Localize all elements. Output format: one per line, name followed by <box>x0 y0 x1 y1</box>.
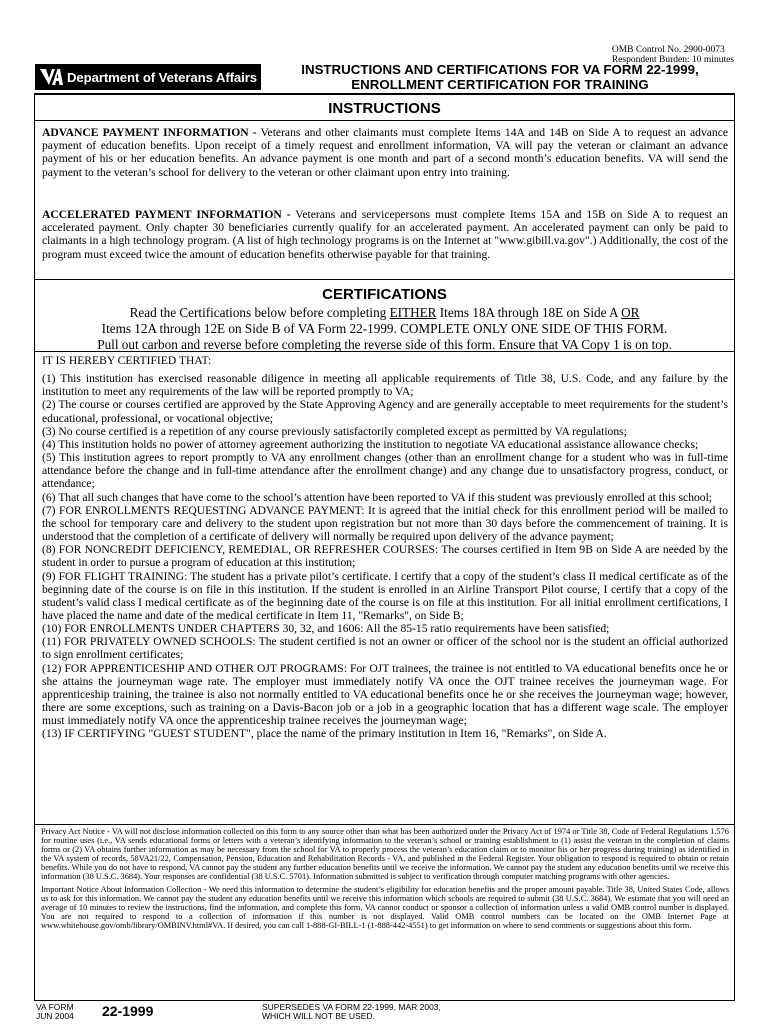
divider <box>35 94 734 95</box>
divider <box>35 279 734 280</box>
form-footer <box>36 1003 734 1023</box>
certification-item: (7) FOR ENROLLMENTS REQUESTING ADVANCE PAYMENT: It is agreed that the initial check for this enrollment period will be mailed to the school for temporary care and delivery to the student upon registration but not more than 30 days before the commencement of training. It is understood that the completion of a certificate of delivery will normally be required upon delivery of the advance payment; <box>42 503 728 544</box>
certification-item: (11) FOR PRIVATELY OWNED SCHOOLS: The student certified is not an owner or officer of the school nor is the student an official authorized to sign enrollment certificates; <box>42 635 728 662</box>
certification-item: (4) This institution holds no power of attorney agreement authorizing the institution to negotiate VA educational assistance allowance checks; <box>42 437 699 451</box>
accelerated-payment-text: Veterans and servicepersons must complete Items 15A and 15B on Side A to request an accelerated payment. Only chapter 30 beneficiaries currently qualify for an accelerated payment. An accelerated payment can only be paid to claimants in a high technology program. (A list of high technology programs is on the Internet at "www.gibill.va.gov".) Additionally, the cost of the program must exceed twice the amount of education benefits otherwise payable for that training. <box>42 208 728 261</box>
advance-payment-text: Veterans and other claimants must complete Items 14A and 14B on Side A to request an advance payment of education benefits. Upon receipt of a timely request and enrollment information, VA will pay the veteran or claimant an advance payment of his or her education benefits. An advance payment is one month and part of a second month’s education benefits. VA will send the payment to the veteran’s school for delivery to the veteran or other claimant upon entry into training. <box>42 126 728 179</box>
certification-item: (9) FOR FLIGHT TRAINING: The student has a private pilot’s certificate. I certify that a copy of the student’s class II medical certificate as of the beginning date of the course is on file in this institution. If the student is enrolled in an Airline Transport Pilot course, I certify that a copy of the student’s valid class I medical certificate as of the beginning date of the course is on file at this institution. For all initial enrollment certifications, I have placed the name and date of the medical certificate in Item 11, "Remarks", on Side B; <box>42 569 728 622</box>
intro-either: EITHER <box>389 305 437 320</box>
certifications-intro-line1 <box>35 305 734 321</box>
certifications-intro <box>35 305 734 353</box>
certification-item: (5) This institution agrees to report promptly to VA any enrollment changes (other than an enrollment change for a student who was in full-time attendance before the change and in full-time attendance after the enrollment change) and any change due to unsatisfactory progress, conduct, or attendance; <box>42 451 728 491</box>
footer-supersedes <box>262 1003 441 1021</box>
form-title-line1: INSTRUCTIONS AND CERTIFICATIONS FOR VA FORM 22-1999, <box>301 62 699 77</box>
form-body <box>34 93 735 1001</box>
intro-text: Read the Certifications below before completing <box>129 305 390 320</box>
supersedes-line2: WHICH WILL NOT BE USED. <box>262 1011 375 1021</box>
divider <box>35 120 734 121</box>
advance-payment-label: ADVANCE PAYMENT INFORMATION - <box>42 126 257 139</box>
certification-item: (12) FOR APPRENTICESHIP AND OTHER OJT PROGRAMS: For OJT trainees, the trainee is not entitled to VA educational benefits once he or she attains the journeyman wage rate. The employer must immediately notify VA once the OJT trainee receives the journeyman wage. For apprenticeship training, the trainee is also not normally entitled to VA educational benefits once he or she receives the journeyman wage; however, there are some exceptions, such as training on a Davis-Bacon job or a job in a geographic location that has a different wage scale. The employer must immediately notify VA once the apprenticeship trainee receives the journeyman wage; <box>42 661 728 728</box>
form-title <box>265 63 735 92</box>
certification-item: (3) No course certified is a repetition of any course previously satisfactorily completed except as permitted by VA regulations; <box>42 424 627 438</box>
intro-or: OR <box>621 305 640 320</box>
supersedes-line1: SUPERSEDES VA FORM 22-1999, MAR 2003, <box>262 1002 441 1012</box>
certified-lead: IT IS HEREBY CERTIFIED THAT: <box>42 354 212 367</box>
privacy-act-notice: Privacy Act Notice - VA will not disclose information collected on this form to any source other than what has been authorized under the Privacy Act of 1974 or Title 38, Code of Federal Regulations 1.576 for routine uses (i.e., VA sends educational forms or letters with a veteran’s identifying information to the veteran’s school or training establishment to (1) assist the veteran in the completion of claims forms or (2) VA obtains further information as may be necessary from the school for VA to properly process the veteran’s education claim or to monitor his or her progress during training) as identified in the VA system of records, 58VA21/22, Compensation, Pension, Education and Rehabilitation Records - VA, and published in the Federal Register. Your obligation to respond is required to obtain or retain benefits. While you do not have to respond, VA cannot pay the student any further education benefits until we receive the information. We cannot pay the student any education benefits until we receive this information (38 U.S.C. 3684). Your responses are confidential (38 U.S.C. 5701). Information submitted is subject to verification through computer matching programs with other agencies. <box>41 827 729 882</box>
certifications-intro-line2: Items 12A through 12E on Side B of VA Form 22-1999. COMPLETE ONLY ONE SIDE OF THIS FORM. <box>101 321 668 336</box>
divider <box>35 351 734 352</box>
org-name: Department of Veterans Affairs <box>67 69 257 85</box>
certification-item: (1) This institution has exercised reasonable diligence in meeting all applicable requirements of Title 38, U.S. Code, and any failure by the institution to meet any requirements of the law will be reported promptly to VA; <box>42 372 728 399</box>
accelerated-payment-label: ACCELERATED PAYMENT INFORMATION - <box>42 208 291 221</box>
certification-item: (13) IF CERTIFYING "GUEST STUDENT", place the name of the primary institution in Item 16, "Remarks", on Side A. <box>42 727 607 741</box>
respondent-burden: Respondent Burden: 10 minutes <box>611 55 734 65</box>
divider <box>35 824 734 825</box>
certifications-list <box>42 354 728 741</box>
certification-item: (10) FOR ENROLLMENTS UNDER CHAPTERS 30, 32, and 1606: All the 85-15 ratio requirements have been satisfied; <box>42 622 610 636</box>
information-collection-notice: Important Notice About Information Collection - We need this information to determine the student’s eligibility for education benefits and the proper amount payable. Title 38, United States Code, allows us to ask for this information. We cannot pay the student any education benefits until we receive this information which schools are required to submit (38 U.S.C. 3684). We estimate that you will need an average of 10 minutes to review the instructions, find the information, and complete this form. VA cannot conduct or sponsor a collection of information unless a valid OMB control number is displayed. You are not required to respond to a collection of information if this number is not displayed. Valid OMB control numbers can be located on the OMB Internet Page at www.whitehouse.gov/omb/library/OMBINV.html#VA. If desired, you can call 1-888-GI-BILL-1 (1-888-442-4551) to get information on where to send comments or suggestions about this form. <box>41 885 729 931</box>
certification-item: (2) The course or courses certified are approved by the State Approving Agency and are generally acceptable to meet requirements for the student’s educational, professional, or vocational objective; <box>42 398 728 425</box>
notices <box>41 827 729 935</box>
accelerated-payment-paragraph <box>42 208 728 261</box>
advance-payment-paragraph <box>42 126 728 179</box>
footer-form-id <box>36 1003 74 1021</box>
footer-date: JUN 2004 <box>36 1011 74 1021</box>
instructions-heading: INSTRUCTIONS <box>328 100 441 117</box>
form-title-line2: ENROLLMENT CERTIFICATION FOR TRAINING <box>351 76 649 92</box>
certifications-intro-line3: Pull out carbon and reverse before completing the reverse side of this form. Ensure that VA Copy 1 is on top. <box>97 337 672 352</box>
intro-text: Items 18A through 18E on Side A <box>436 305 622 320</box>
footer-va-form: VA FORM <box>36 1002 74 1012</box>
omb-control-number: OMB Control No. 2900-0073 <box>611 45 725 55</box>
va-logo <box>35 64 261 90</box>
certifications-heading: CERTIFICATIONS <box>322 286 447 303</box>
va-seal-icon <box>38 66 64 88</box>
footer-form-number: 22-1999 <box>102 1003 154 1019</box>
certification-item: (6) That all such changes that have come to the school’s attention have been reported to VA if this student was previously enrolled at this school; <box>42 490 713 504</box>
certification-item: (8) FOR NONCREDIT DEFICIENCY, REMEDIAL, OR REFRESHER COURSES: The courses certified in Item 9B on Side A are needed by the student in order to pursue a program of education at this institution; <box>42 543 728 570</box>
